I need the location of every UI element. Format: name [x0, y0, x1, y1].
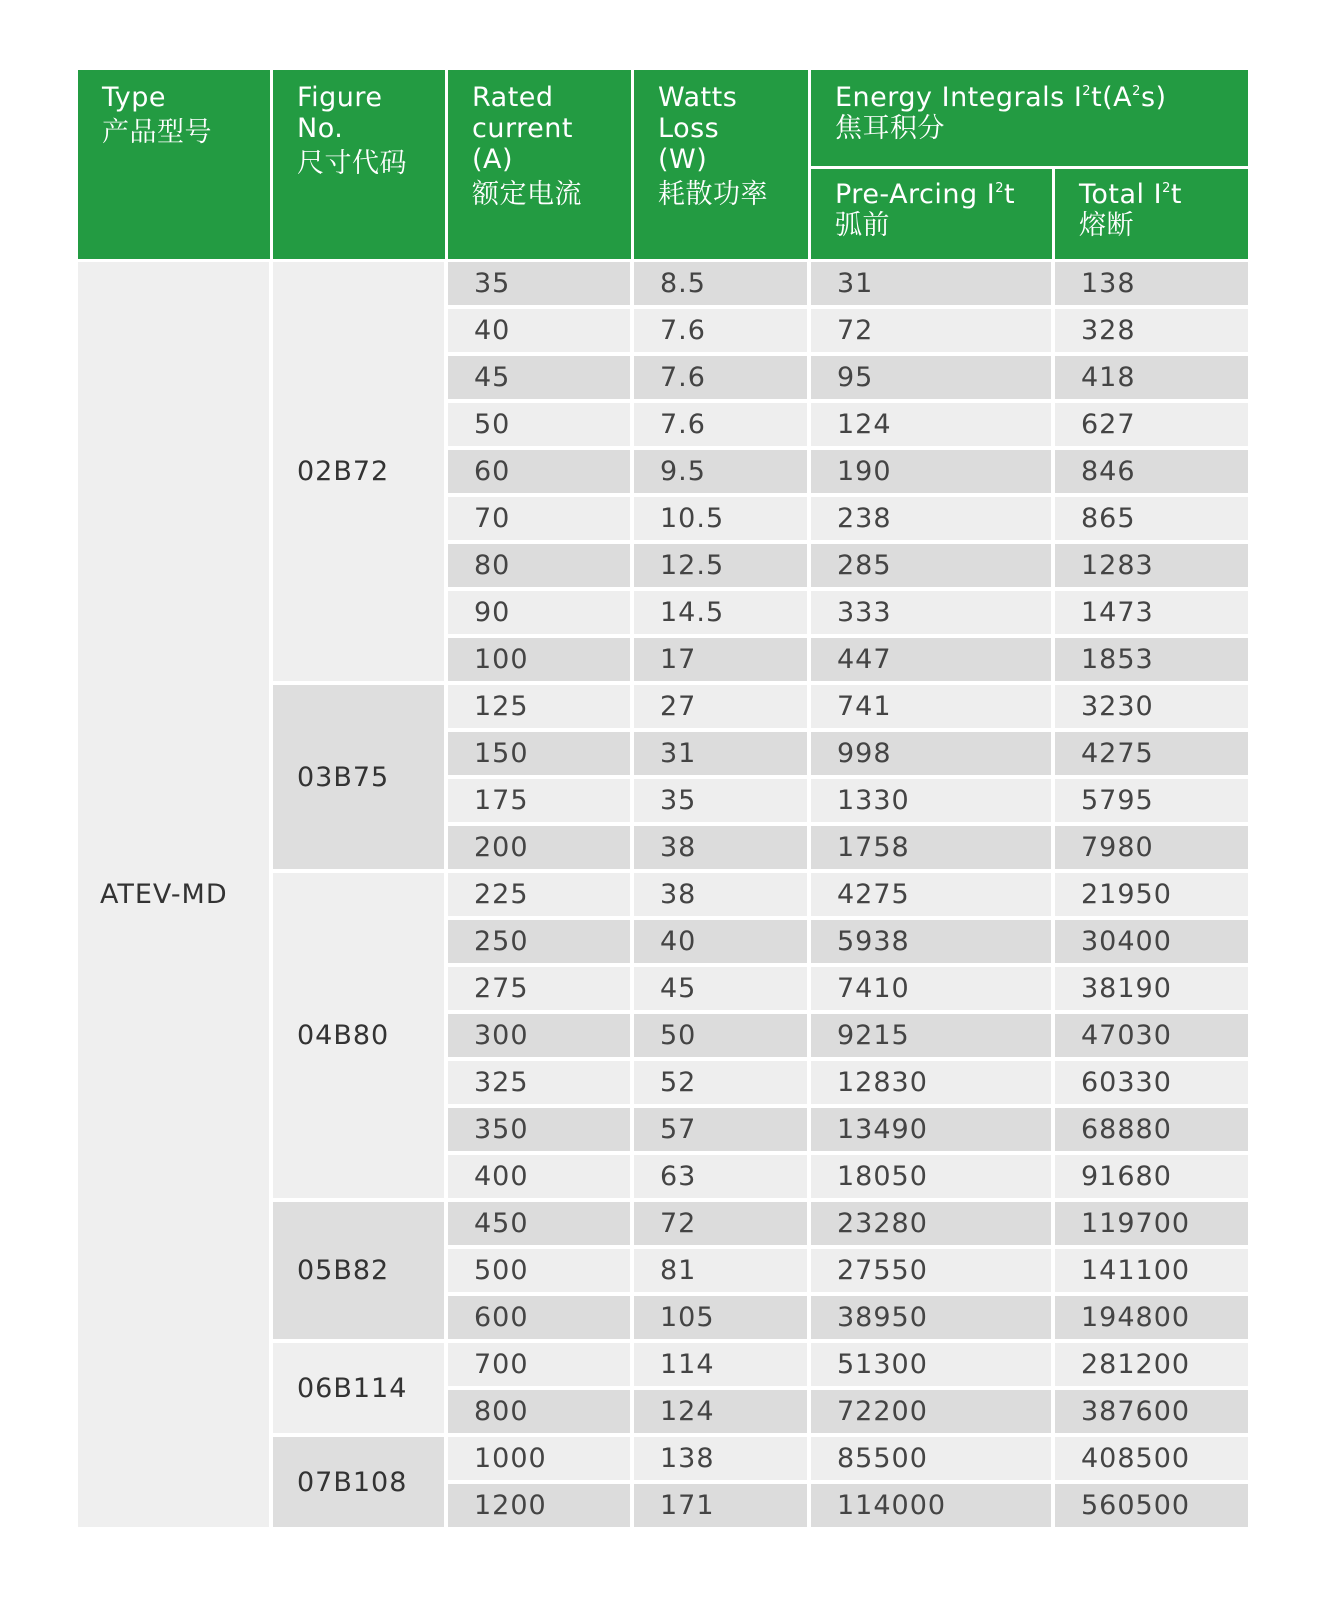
rated-cell: 1000: [448, 1437, 634, 1484]
watts-cell: 124: [634, 1390, 811, 1437]
total-cell: 418: [1055, 356, 1248, 403]
rated-cell: 800: [448, 1390, 634, 1437]
header-total: Total $I^2t$ 熔断: [1055, 169, 1248, 262]
pre-cell: 124: [811, 403, 1055, 450]
watts-cell: 12.5: [634, 544, 811, 591]
figure-no-cell: 04B80: [273, 873, 448, 1202]
pre-cell: 31: [811, 262, 1055, 309]
pre-cell: 72200: [811, 1390, 1055, 1437]
rated-cell: 70: [448, 497, 634, 544]
pre-cell: 13490: [811, 1108, 1055, 1155]
pre-cell: 72: [811, 309, 1055, 356]
watts-cell: 114: [634, 1343, 811, 1390]
total-cell: 119700: [1055, 1202, 1248, 1249]
watts-cell: 8.5: [634, 262, 811, 309]
pre-cell: 5938: [811, 920, 1055, 967]
total-cell: 1853: [1055, 638, 1248, 685]
watts-cell: 63: [634, 1155, 811, 1202]
pre-cell: 1330: [811, 779, 1055, 826]
pre-cell: 741: [811, 685, 1055, 732]
total-cell: 846: [1055, 450, 1248, 497]
total-cell: 408500: [1055, 1437, 1248, 1484]
rated-cell: 500: [448, 1249, 634, 1296]
watts-cell: 138: [634, 1437, 811, 1484]
total-cell: 138: [1055, 262, 1248, 309]
rated-cell: 275: [448, 967, 634, 1014]
total-cell: 194800: [1055, 1296, 1248, 1343]
watts-cell: 17: [634, 638, 811, 685]
figure-no-cell: 03B75: [273, 685, 448, 873]
type-cell: ATEV-MD: [78, 262, 273, 1531]
total-cell: 5795: [1055, 779, 1248, 826]
pre-cell: 18050: [811, 1155, 1055, 1202]
total-cell: 560500: [1055, 1484, 1248, 1531]
watts-cell: 57: [634, 1108, 811, 1155]
pre-cell: 95: [811, 356, 1055, 403]
total-cell: 4275: [1055, 732, 1248, 779]
rated-cell: 600: [448, 1296, 634, 1343]
total-cell: 627: [1055, 403, 1248, 450]
header-type: Type 产品型号: [78, 70, 273, 262]
pre-cell: 190: [811, 450, 1055, 497]
rated-cell: 150: [448, 732, 634, 779]
pre-cell: 238: [811, 497, 1055, 544]
pre-cell: 38950: [811, 1296, 1055, 1343]
rated-cell: 325: [448, 1061, 634, 1108]
rated-cell: 250: [448, 920, 634, 967]
watts-cell: 7.6: [634, 309, 811, 356]
pre-cell: 85500: [811, 1437, 1055, 1484]
rated-cell: 450: [448, 1202, 634, 1249]
rated-cell: 40: [448, 309, 634, 356]
total-cell: 47030: [1055, 1014, 1248, 1061]
watts-cell: 7.6: [634, 356, 811, 403]
pre-cell: 27550: [811, 1249, 1055, 1296]
pre-arcing-title: Pre-Arcing $I^2t$: [835, 179, 1016, 210]
total-cell: 3230: [1055, 685, 1248, 732]
watts-cell: 171: [634, 1484, 811, 1531]
pre-cell: 4275: [811, 873, 1055, 920]
figure-no-cell: 02B72: [273, 262, 448, 685]
rated-cell: 175: [448, 779, 634, 826]
rated-cell: 225: [448, 873, 634, 920]
table-body: [78, 262, 1248, 1531]
watts-cell: 35: [634, 779, 811, 826]
rated-cell: 200: [448, 826, 634, 873]
fuse-spec-table: [78, 70, 1248, 1531]
header-energy-integrals: Energy Integrals $I^2t(A^2s)$ 焦耳积分: [811, 70, 1248, 169]
total-cell: 21950: [1055, 873, 1248, 920]
total-cell: 91680: [1055, 1155, 1248, 1202]
watts-cell: 38: [634, 826, 811, 873]
watts-cell: 38: [634, 873, 811, 920]
watts-cell: 81: [634, 1249, 811, 1296]
watts-cell: 9.5: [634, 450, 811, 497]
pre-cell: 285: [811, 544, 1055, 591]
pre-cell: 447: [811, 638, 1055, 685]
watts-cell: 10.5: [634, 497, 811, 544]
watts-cell: 7.6: [634, 403, 811, 450]
rated-cell: 45: [448, 356, 634, 403]
rated-cell: 1200: [448, 1484, 634, 1531]
total-cell: 60330: [1055, 1061, 1248, 1108]
pre-cell: 333: [811, 591, 1055, 638]
total-cell: 865: [1055, 497, 1248, 544]
header-pre-arcing: Pre-Arcing $I^2t$ 弧前: [811, 169, 1055, 262]
header-watts-loss: Watts Loss (W) 耗散功率: [634, 70, 811, 262]
pre-cell: 998: [811, 732, 1055, 779]
total-cell: 281200: [1055, 1343, 1248, 1390]
watts-cell: 27: [634, 685, 811, 732]
watts-cell: 45: [634, 967, 811, 1014]
rated-cell: 400: [448, 1155, 634, 1202]
rated-cell: 700: [448, 1343, 634, 1390]
rated-cell: 90: [448, 591, 634, 638]
pre-cell: 1758: [811, 826, 1055, 873]
watts-cell: 105: [634, 1296, 811, 1343]
total-cell: 38190: [1055, 967, 1248, 1014]
total-title: Total $I^2t$: [1079, 179, 1182, 210]
total-cell: 1283: [1055, 544, 1248, 591]
rated-cell: 35: [448, 262, 634, 309]
figure-no-cell: 05B82: [273, 1202, 448, 1343]
pre-cell: 7410: [811, 967, 1055, 1014]
pre-cell: 23280: [811, 1202, 1055, 1249]
rated-cell: 80: [448, 544, 634, 591]
watts-cell: 52: [634, 1061, 811, 1108]
rated-cell: 350: [448, 1108, 634, 1155]
header-figure-no: Figure No. 尺寸代码: [273, 70, 448, 262]
watts-cell: 72: [634, 1202, 811, 1249]
total-cell: 1473: [1055, 591, 1248, 638]
figure-no-cell: 07B108: [273, 1437, 448, 1531]
rated-cell: 60: [448, 450, 634, 497]
energy-integrals-title: Energy Integrals $I^2t(A^2s)$: [835, 82, 1167, 113]
pre-cell: 51300: [811, 1343, 1055, 1390]
table-row: [78, 262, 1248, 309]
pre-cell: 9215: [811, 1014, 1055, 1061]
total-cell: 7980: [1055, 826, 1248, 873]
watts-cell: 31: [634, 732, 811, 779]
pre-cell: 12830: [811, 1061, 1055, 1108]
total-cell: 141100: [1055, 1249, 1248, 1296]
rated-cell: 125: [448, 685, 634, 732]
total-cell: 387600: [1055, 1390, 1248, 1437]
total-cell: 68880: [1055, 1108, 1248, 1155]
pre-cell: 114000: [811, 1484, 1055, 1531]
watts-cell: 14.5: [634, 591, 811, 638]
figure-no-cell: 06B114: [273, 1343, 448, 1437]
watts-cell: 40: [634, 920, 811, 967]
rated-cell: 300: [448, 1014, 634, 1061]
total-cell: 328: [1055, 309, 1248, 356]
total-cell: 30400: [1055, 920, 1248, 967]
watts-cell: 50: [634, 1014, 811, 1061]
header-rated-current: Rated current (A) 额定电流: [448, 70, 634, 262]
table-header: [78, 70, 1248, 262]
rated-cell: 100: [448, 638, 634, 685]
rated-cell: 50: [448, 403, 634, 450]
